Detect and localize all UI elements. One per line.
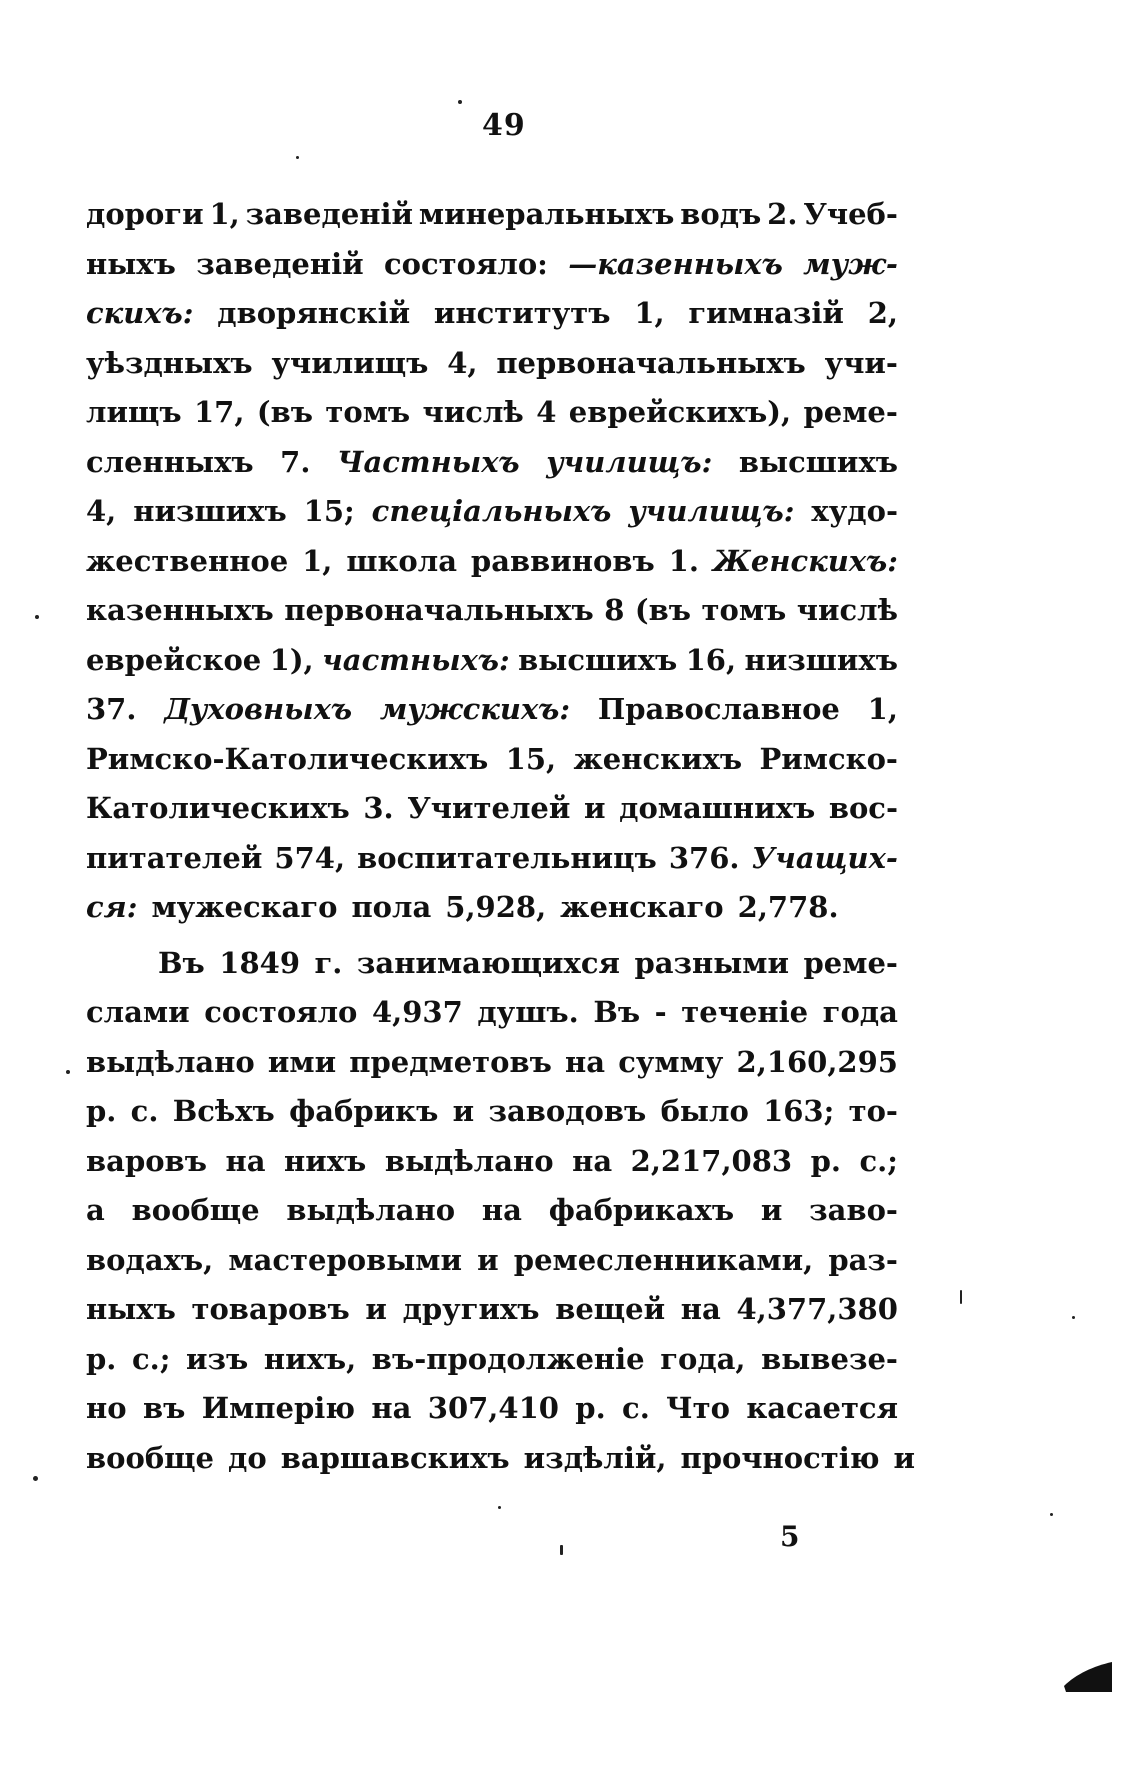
- word: 1,: [634, 296, 665, 330]
- word: мужескаго: [151, 890, 338, 924]
- word: водахъ,: [86, 1242, 214, 1277]
- word: первоначальныхъ: [284, 593, 594, 627]
- word: 1,: [867, 692, 898, 726]
- word: выдѣлано: [86, 1044, 255, 1079]
- text-line: [86, 1285, 898, 1335]
- word: дороги: [86, 197, 204, 231]
- ink-blot-mark: [1062, 1660, 1114, 1694]
- text-line: [86, 240, 898, 290]
- text-line: [86, 1137, 898, 1187]
- word: и: [583, 791, 606, 825]
- word: сленныхъ: [86, 444, 254, 479]
- text-line: [86, 834, 898, 884]
- word: 16,: [685, 642, 737, 677]
- word: казенныхъ: [86, 593, 274, 627]
- word: нихъ: [284, 1143, 367, 1178]
- italic-word: спеціальныхъ: [371, 494, 612, 528]
- word: водъ: [680, 197, 762, 231]
- body-text: [86, 190, 916, 1483]
- text-line: [86, 586, 898, 636]
- word: женскаго: [560, 890, 724, 924]
- italic-word: частныхъ:: [322, 642, 510, 677]
- word: 4,: [86, 494, 117, 528]
- word: питателей: [86, 840, 263, 875]
- word: 2,217,083: [630, 1143, 793, 1178]
- word: 15;: [303, 494, 355, 528]
- word: р.: [810, 1143, 841, 1178]
- word: до: [228, 1440, 267, 1475]
- word: Католическихъ: [86, 791, 350, 825]
- word: въ-продолженіе: [371, 1341, 645, 1376]
- word: и: [893, 1440, 916, 1475]
- word: 7.: [280, 444, 311, 479]
- text-line: [86, 190, 898, 240]
- word: лищъ: [86, 395, 182, 429]
- text-line: [86, 1335, 898, 1385]
- word: а: [86, 1193, 105, 1227]
- word: года,: [660, 1341, 746, 1376]
- word: томъ: [325, 395, 411, 429]
- word: теченіе: [681, 995, 809, 1029]
- text-line: [86, 1038, 898, 1088]
- italic-word: Женскихъ:: [712, 543, 898, 578]
- word: выдѣлано: [286, 1193, 456, 1227]
- italic-word: ся:: [86, 890, 138, 924]
- word: гимназій: [688, 296, 844, 330]
- text-line: [86, 339, 898, 389]
- word: еврейское: [86, 642, 262, 677]
- word: варовъ: [86, 1143, 207, 1178]
- word: на: [680, 1292, 721, 1326]
- word: -: [654, 995, 667, 1029]
- word: с.;: [131, 1341, 171, 1376]
- word: 307,410: [427, 1391, 559, 1425]
- word: 15,: [505, 741, 557, 776]
- word: раввиновъ: [470, 543, 655, 578]
- word: худо-: [811, 494, 898, 528]
- text-line: [86, 487, 898, 537]
- italic-word: училищъ:: [546, 444, 713, 479]
- word: числѣ: [796, 593, 898, 627]
- word: г.: [314, 945, 343, 980]
- word: на: [225, 1143, 266, 1178]
- word: Въ: [593, 995, 641, 1029]
- scan-speck: [35, 615, 39, 619]
- word: прочностію: [680, 1440, 880, 1475]
- word: раз-: [828, 1242, 898, 1277]
- text-line: [86, 988, 898, 1038]
- word: мастеровыми: [228, 1242, 462, 1277]
- scan-speck: [960, 1290, 962, 1304]
- text-line: [86, 438, 898, 488]
- text-line: [86, 685, 898, 735]
- word: года: [822, 995, 898, 1029]
- word: 1,: [209, 197, 240, 231]
- italic-word: скихъ:: [86, 296, 194, 330]
- paragraph: [86, 190, 898, 933]
- word: с.: [130, 1094, 159, 1128]
- text-line: [86, 939, 898, 989]
- word: на: [572, 1143, 613, 1178]
- word: Имперію: [201, 1391, 356, 1425]
- word: 2.: [767, 197, 798, 231]
- word: 1,: [302, 543, 333, 578]
- word: воспитательницъ: [357, 840, 657, 875]
- text-line: [86, 1236, 898, 1286]
- text-line: [86, 537, 898, 587]
- word: разными: [634, 945, 790, 980]
- word: 574,: [274, 840, 346, 875]
- word: низшихъ: [133, 494, 287, 528]
- text-line: [86, 1384, 898, 1434]
- paragraph: [86, 939, 916, 1484]
- word: реме-: [803, 395, 898, 429]
- word: с.: [622, 1391, 650, 1425]
- word: 17,: [194, 395, 245, 429]
- word: но: [86, 1391, 127, 1425]
- scan-speck: [66, 1070, 70, 1074]
- word: ныхъ: [86, 1292, 176, 1326]
- word: ремесленниками,: [513, 1242, 814, 1277]
- word: 4: [536, 395, 557, 429]
- word: товаровъ: [191, 1292, 350, 1326]
- word: 4,377,380: [736, 1292, 898, 1326]
- scan-speck: [296, 156, 299, 159]
- word: 8: [604, 593, 625, 627]
- signature-mark: 5: [780, 1520, 800, 1553]
- word: вос-: [828, 791, 898, 825]
- word: реме-: [803, 945, 898, 980]
- word: числѣ: [422, 395, 524, 429]
- text-line: [86, 636, 898, 686]
- word: 4,: [447, 345, 478, 380]
- word: 1.: [668, 543, 699, 578]
- word: слами: [86, 995, 190, 1029]
- word: 163;: [763, 1094, 835, 1128]
- word: выдѣлано: [384, 1143, 554, 1178]
- italic-word: Учащих-: [751, 840, 898, 875]
- word: томъ: [701, 593, 787, 627]
- word: 2,160,295: [736, 1044, 898, 1079]
- italic-word: Духовныхъ: [164, 692, 353, 726]
- word: вообще: [86, 1440, 215, 1475]
- word: нихъ,: [263, 1341, 357, 1376]
- word: Римско-Католическихъ: [86, 741, 489, 776]
- italic-word: муж-: [803, 246, 898, 281]
- word: Въ: [158, 945, 205, 980]
- word: институтъ: [433, 296, 611, 330]
- scan-speck: [33, 1476, 38, 1481]
- text-line: [86, 1434, 916, 1484]
- word: учи-: [824, 345, 898, 380]
- word: и: [452, 1094, 475, 1128]
- text-line: [86, 784, 898, 834]
- word: женскихъ: [573, 741, 743, 776]
- word: варшавскихъ: [280, 1440, 510, 1475]
- word: высшихъ: [518, 642, 678, 677]
- word: заводовъ: [488, 1094, 647, 1128]
- italic-word: мужскихъ:: [379, 692, 571, 726]
- scan-speck: [458, 100, 462, 104]
- word: вещей: [555, 1292, 666, 1326]
- word: высшихъ: [738, 444, 898, 479]
- word: минеральныхъ: [418, 197, 675, 231]
- italic-word: училищъ:: [628, 494, 795, 528]
- word: вообще: [131, 1193, 260, 1227]
- word: и: [477, 1242, 499, 1277]
- word: р.: [575, 1391, 606, 1425]
- word: заведеній: [196, 246, 364, 281]
- word: сумму: [618, 1044, 724, 1079]
- word: р.: [86, 1094, 117, 1128]
- word: домашнихъ: [619, 791, 816, 825]
- scan-speck: [560, 1545, 563, 1555]
- word: школа: [346, 543, 458, 578]
- word: предметовъ: [349, 1044, 552, 1079]
- word: ими: [267, 1044, 337, 1079]
- word: еврейскихъ),: [568, 395, 792, 429]
- word: ныхъ: [86, 246, 176, 281]
- word: было: [660, 1094, 749, 1128]
- word: 376.: [668, 840, 740, 875]
- word: Православное: [597, 692, 840, 726]
- italic-word: Частныхъ: [337, 444, 520, 479]
- word: 1849: [219, 945, 300, 980]
- word: 1),: [269, 642, 314, 677]
- word: 2,: [867, 296, 898, 330]
- word: на: [565, 1044, 606, 1079]
- text-line: [86, 1186, 898, 1236]
- word: 3.: [363, 791, 394, 825]
- scan-speck: [1072, 1316, 1075, 1319]
- word: заведеній: [245, 197, 414, 231]
- word: Что: [666, 1391, 730, 1425]
- text-line: [86, 289, 898, 339]
- text-line: [86, 883, 898, 933]
- word: занимающихся: [356, 945, 620, 980]
- page-number: 49: [482, 108, 526, 143]
- word: Всѣхъ: [172, 1094, 275, 1128]
- word: душъ.: [477, 995, 579, 1029]
- word: училищъ: [271, 345, 429, 380]
- word: на: [371, 1391, 412, 1425]
- scan-speck: [498, 1506, 501, 1509]
- word: пола: [351, 890, 432, 924]
- text-line: [86, 1087, 898, 1137]
- word: р.: [86, 1341, 117, 1376]
- word: касается: [746, 1391, 898, 1425]
- word: низшихъ: [744, 642, 898, 677]
- word: изъ: [186, 1341, 249, 1376]
- word: и: [760, 1193, 783, 1227]
- scan-speck: [1050, 1513, 1053, 1516]
- word: вывезе-: [761, 1341, 898, 1376]
- word: состояло: [204, 995, 358, 1029]
- word: 4,937: [371, 995, 463, 1029]
- word: 2,778.: [737, 890, 839, 924]
- word: состояло:: [384, 246, 548, 281]
- text-line: [86, 735, 898, 785]
- word: Учителей: [407, 791, 571, 825]
- word: издѣлій,: [523, 1440, 667, 1475]
- word: 37.: [86, 692, 137, 726]
- word: фабрикахъ: [548, 1193, 735, 1227]
- italic-word: —казенныхъ: [568, 246, 783, 281]
- text-line: [86, 388, 898, 438]
- word: 5,928,: [445, 890, 547, 924]
- word: и: [365, 1292, 387, 1326]
- word: на: [481, 1193, 522, 1227]
- word: (въ: [256, 395, 313, 429]
- word: жественное: [86, 543, 289, 578]
- word: (въ: [634, 593, 692, 627]
- word: первоначальныхъ: [496, 345, 806, 380]
- word: другихъ: [402, 1292, 540, 1326]
- word: с.;: [859, 1143, 898, 1178]
- word: заво-: [809, 1193, 898, 1227]
- word: въ: [142, 1391, 186, 1425]
- word: фабрикъ: [289, 1094, 439, 1128]
- word: Учеб-: [803, 197, 898, 231]
- word: уѣздныхъ: [86, 345, 253, 380]
- word: Римско-: [759, 741, 898, 776]
- word: то-: [848, 1094, 898, 1128]
- word: дворянскій: [217, 296, 411, 330]
